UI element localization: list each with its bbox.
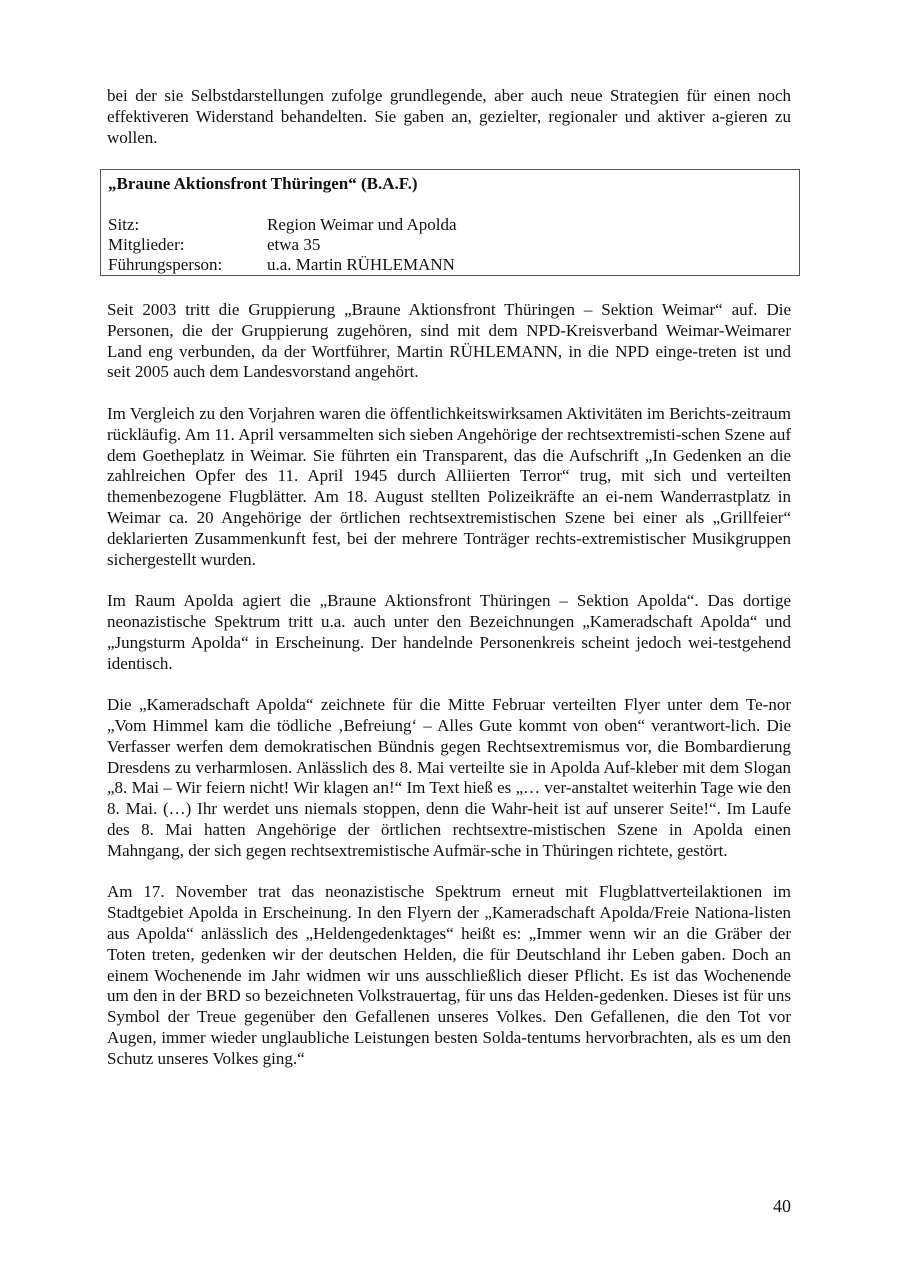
paragraph: Im Raum Apolda agiert die „Braune Aktionsfront Thüringen – Sektion Apolda“. Das dortige neonazistische Spektrum tritt u.a. auch unter den Bezeichnungen „Kameradschaft Apolda“ und „Jungsturm Apolda“ in Erscheinung. Der handelnde Personenkreis scheint jedoch wei-testgehend identisch. [107,591,791,673]
body-text [107,300,791,1069]
infobox-key: Führungsperson: [108,255,223,274]
intro-block [107,86,791,148]
infobox-key: Sitz: [108,215,140,234]
intro-paragraph: bei der sie Selbstdarstellungen zufolge grundlegende, aber auch neue Strategien für einen noch effektiveren Widerstand behandelten. Sie gaben an, gezielter, regionaler und aktiver a-gieren zu wollen. [107,86,791,147]
infobox-title: „Braune Aktionsfront Thüringen“ (B.A.F.) [108,174,418,193]
paragraph: Am 17. November trat das neonazistische Spektrum erneut mit Flugblattverteilaktionen im Stadtgebiet Apolda in Erscheinung. In den Flyern der „Kameradschaft Apolda/Freie Nationa-listen aus Apolda“ anlässlich des „Heldengedenktages“ heißt es: „Immer wenn wir an die Gräber der Toten treten, gedenken wir der deutschen Helden, die für Deutschland ihr Leben gaben. Doch an einem Wochenende im Jahr widmen wir uns ausschließlich dieser Pflicht. Es ist das Wochenende um den in der BRD so bezeichneten Volkstrauertag, für uns das Helden-gedenken. Dieses ist für uns Symbol der Treue gegenüber den Gefallenen unseres Volkes. Den Gefallenen, die den Tot vor Augen, immer wieder unglaubliche Leistungen besten Solda-tentums hervorbrachten, als es um den Schutz unseres Volkes ging.“ [107,882,791,1068]
paragraph: Seit 2003 tritt die Gruppierung „Braune Aktionsfront Thüringen – Sektion Weimar“ auf. Die Personen, die der Gruppierung zugehören, sind mit dem NPD-Kreisverband Weimar-Weimarer Land eng verbunden, da der Wortführer, Martin RÜHLEMANN, in die NPD einge-treten ist und seit 2005 auch dem Landesvorstand angehört. [107,300,791,382]
infobox-value: etwa 35 [267,235,321,254]
paragraph: Die „Kameradschaft Apolda“ zeichnete für die Mitte Februar verteilten Flyer unter dem Te-nor „Vom Himmel kam die tödliche ‚Befreiung‘ – Alles Gute kommt von oben“ verantwort-lich. Die Verfasser werfen dem demokratischen Bündnis gegen Rechtsextremismus vor, die Bombardierung Dresdens zu verharmlosen. Anlässlich des 8. Mai verteilte sie in Apolda Auf-kleber mit dem Slogan „8. Mai – Wir feiern nicht! Wir klagen an!“ Im Text hieß es „… ver-anstaltet weiterhin Tage wie den 8. Mai. (…) Ihr werdet uns niemals stoppen, denn die Wahr-heit ist auf unserer Seite!“. Im Laufe des 8. Mai hatten Angehörige der örtlichen rechtsextre-mistischen Szene in Apolda einen Mahngang, der sich gegen rechtsextremistische Aufmär-sche in Thüringen richtete, gestört. [107,695,791,860]
page-number: 40 [773,1196,791,1216]
paragraph: Im Vergleich zu den Vorjahren waren die öffentlichkeitswirksamen Aktivitäten im Berichts-zeitraum rückläufig. Am 11. April versammelten sich sieben Angehörige der rechtsextremisti-schen Szene auf dem Goetheplatz in Weimar. Sie führten ein Transparent, das die Aufschrift „In Gedenken an die zahlreichen Opfer des 11. April 1945 durch Alliierten Terror“ trug, mit sich und verteilten themenbezogene Flugblätter. Am 18. August stellten Polizeikräfte an ei-nem Wanderrastplatz in Weimar ca. 20 Angehörige der örtlichen rechtsextremistischen Szene bei einer als „Grillfeier“ deklarierten Zusammenkunft fest, bei der mehrere Tonträger rechts-extremistischer Musikgruppen sichergestellt wurden. [107,403,791,569]
infobox-value: Region Weimar und Apolda [267,215,457,234]
infobox-value: u.a. Martin RÜHLEMANN [267,255,455,274]
infobox-key: Mitglieder: [108,235,185,254]
organization-infobox [100,169,800,276]
